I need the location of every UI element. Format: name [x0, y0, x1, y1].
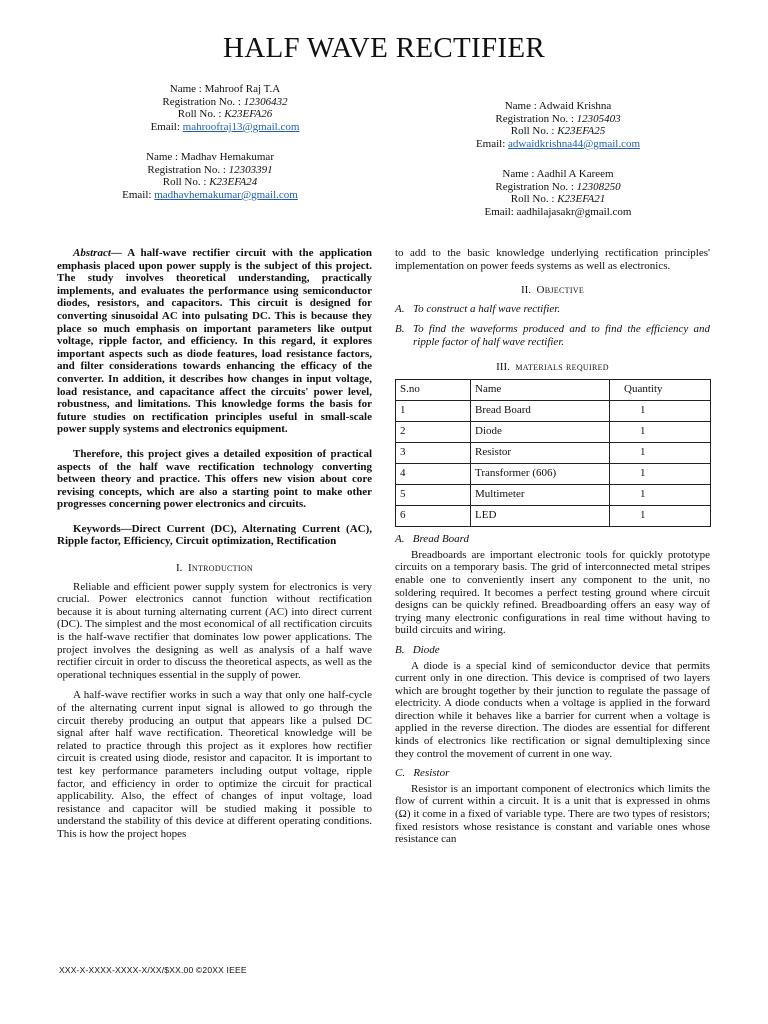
intro-paragraph-1: Reliable and efficient power supply system for electronics is very crucial. Power electronics cannot function without rectification because it is about turning alternating current (AC) into direct current (DC). The simplest and the most economical of all rectification circuits is the half-wave rectifier that dominates low power applications. The project involves the designing as well as analysis of a half wave rectifier circuit in order to discuss the theoretical aspects, as well as the operational techniques essential in the supply of power. [57, 580, 372, 681]
author-registration: Registration No. : 12305403 [495, 112, 621, 125]
table-row [396, 401, 711, 422]
resistor-paragraph: Resistor is an important component of electronics which limits the flow of current within a circuit. It is a unit that is expressed in ohms (Ω) it come in a fixed of variable type. There are two types of resistors; fixed resistors whose resistance is constant and variable ones whose resistance can [395, 782, 710, 846]
table-cell: 4 [396, 464, 471, 485]
author-roll: Roll No. : K23EFA21 [510, 193, 606, 206]
table-header-row [396, 380, 711, 401]
table-cell: Bread Board [471, 401, 610, 422]
author-email-link[interactable]: madhavhemakumar@gmail.com [154, 188, 298, 201]
author-name: Name : Madhav Hemakumar [146, 151, 274, 163]
subsection-heading-resistor: C. Resistor [395, 767, 450, 780]
subsection-heading-diode: B. Diode [395, 643, 440, 656]
materials-table [395, 379, 711, 527]
table-row [396, 506, 711, 527]
table-cell: 1 [610, 443, 711, 464]
diode-paragraph: A diode is a special kind of semiconductor device that permits current only in one direction. This device is comprised of two layers which are brought together by their junction to regulate the passage of electricity. A diode conducts when a voltage is applied in the forward direction while it behaves like a barrier for current when a voltage is applied in the reverse direction. The diodes are essential for different kinds of electronics like rectification or signal demultiplexing since they control the movement of current in one way. [395, 659, 710, 760]
intro-paragraph-2-continued: to add to the basic knowledge underlying rectification principles' implementation on power feeds systems as well as electronics. [395, 247, 710, 272]
table-cell: 1 [396, 401, 471, 422]
copyright-footer: XXX-X-XXXX-XXXX-X/XX/$XX.00 ©20XX IEEE [59, 965, 247, 975]
table-row [396, 422, 711, 443]
author-block-3 [443, 100, 673, 150]
table-cell: 1 [610, 464, 711, 485]
table-cell: 3 [396, 443, 471, 464]
abstract-para-2: Therefore, this project gives a detailed exposition of practical aspects of the half wave rectification technology converting between theory and practice. This offers new vision about core revising concepts, which are also a starting point to make other progresses concerning power electronics and circuits. [57, 447, 372, 511]
objective-list [395, 303, 710, 349]
objective-item: B. To find the waveforms produced and to find the efficiency and ripple factor of half wave rectifier. [395, 323, 710, 348]
author-roll: Roll No. : K23EFA26 [177, 108, 273, 121]
table-header-cell: Name [471, 380, 610, 401]
author-roll: Roll No. : K23EFA24 [162, 176, 258, 189]
table-header-cell: S.no [396, 380, 471, 401]
section-heading-objective: II. Objective [520, 284, 585, 297]
author-email: Email: madhavhemakumar@gmail.com [122, 188, 298, 201]
author-email-link[interactable]: adwaidkrishna44@gmail.com [508, 137, 641, 150]
author-registration: Registration No. : 12303391 [147, 163, 273, 176]
paper-title: HALF WAVE RECTIFIER [222, 32, 546, 64]
abstract-text: A half-wave rectifier circuit with the application emphasis placed upon power supply is the subject of this project. The study involves theoretical understanding, practically implements, and evaluates the performance using semiconductor diodes, resistors, and capacitors. This circuit is designed for converting sinusoidal AC into pulsating DC. This is because they place so much emphasis on important parameters like output voltage, ripple factor, and efficiency. In this regard, it explores important aspects such as diode features, load resistance factors, and filter considerations towards enhancing the efficacy of the converter. In addition, it describes how changes in input voltage, load resistance, and capacitance affect the circuits' power level, robustness, and limitations. This knowledge forms the basis for future studies on rectification principles useful in small-scale power supply systems and electronics equipment. [57, 247, 372, 436]
table-cell: 1 [610, 401, 711, 422]
intro-paragraph-2: A half-wave rectifier works in such a way that only one half-cycle of the alternating current input signal is allowed to go through the circuit thereby producing an output that appears like a pulsed DC signal after half wave rectification. Theoretical knowledge will be related to practice through this project as it explores how rectifier circuit is created using diode, resistor and capacitor. It is important to test key performance parameters including output voltage, ripple factor, and efficiency in order to optimize the circuit for practical applicability. Also, the effect of changes of input voltage, load resistance and capacitor will be studied making it possible to understand the stability of this device at different operating conditions. This is how the project hopes [57, 689, 372, 840]
author-roll: Roll No. : K23EFA25 [510, 125, 606, 138]
table-cell: Multimeter [471, 485, 610, 506]
table-cell: Diode [471, 422, 610, 443]
table-row [396, 464, 711, 485]
abstract-lead: Abstract— [73, 247, 122, 259]
left-column [57, 247, 372, 841]
table-row [396, 485, 711, 506]
keywords: Keywords—Direct Current (DC), Alternating Current (AC), Ripple factor, Efficiency, Circuit optimization, Rectification [57, 522, 372, 548]
subsection-heading-bread-board: A. Bread Board [395, 533, 470, 546]
section-heading-materials: III. materials required [496, 360, 609, 373]
table-cell: 6 [396, 506, 471, 527]
table-cell: Transformer (606) [471, 464, 610, 485]
author-email: Email: mahroofraj13@gmail.com [150, 120, 300, 133]
table-cell: LED [471, 506, 610, 527]
right-column [395, 247, 710, 846]
table-row [396, 443, 711, 464]
section-heading-introduction: I. Introduction [176, 562, 253, 575]
objective-item: A. To construct a half wave rectifier. [395, 302, 561, 315]
bread-board-paragraph: Breadboards are important electronic tools for quickly prototype circuits on a temporary basis. The grid of interconnected metal stripes enable one to conveniently insert any component to the unit, no soldering required. It becomes a perfect testing ground where circuit designs can be quickly refined. Breadboarding offers an easy way of trying many electronic configurations in real time without having to build circuits and wiring. [395, 548, 710, 637]
author-email-text: aadhilajasakr@gmail.com [516, 205, 632, 218]
table-cell: Resistor [471, 443, 610, 464]
table-cell: 2 [396, 422, 471, 443]
author-block-1 [110, 83, 340, 133]
author-block-4 [443, 168, 673, 218]
author-block-2 [95, 151, 325, 201]
table-cell: 1 [610, 422, 711, 443]
author-name: Name : Adwaid Krishna [504, 100, 612, 112]
table-cell: 1 [610, 485, 711, 506]
author-name: Name : Mahroof Raj T.A [169, 83, 281, 95]
author-name: Name : Aadhil A Kareem [502, 168, 614, 180]
author-registration: Registration No. : 12308250 [495, 180, 621, 193]
author-email: Email: aadhilajasakr@gmail.com [484, 205, 632, 218]
table-cell: 1 [610, 506, 711, 527]
table-cell: 5 [396, 485, 471, 506]
author-email-link[interactable]: mahroofraj13@gmail.com [182, 120, 300, 133]
author-email: Email: adwaidkrishna44@gmail.com [475, 137, 641, 150]
author-registration: Registration No. : 12306432 [162, 95, 288, 108]
abstract [57, 247, 372, 436]
table-header-cell: Quantity [610, 380, 711, 401]
